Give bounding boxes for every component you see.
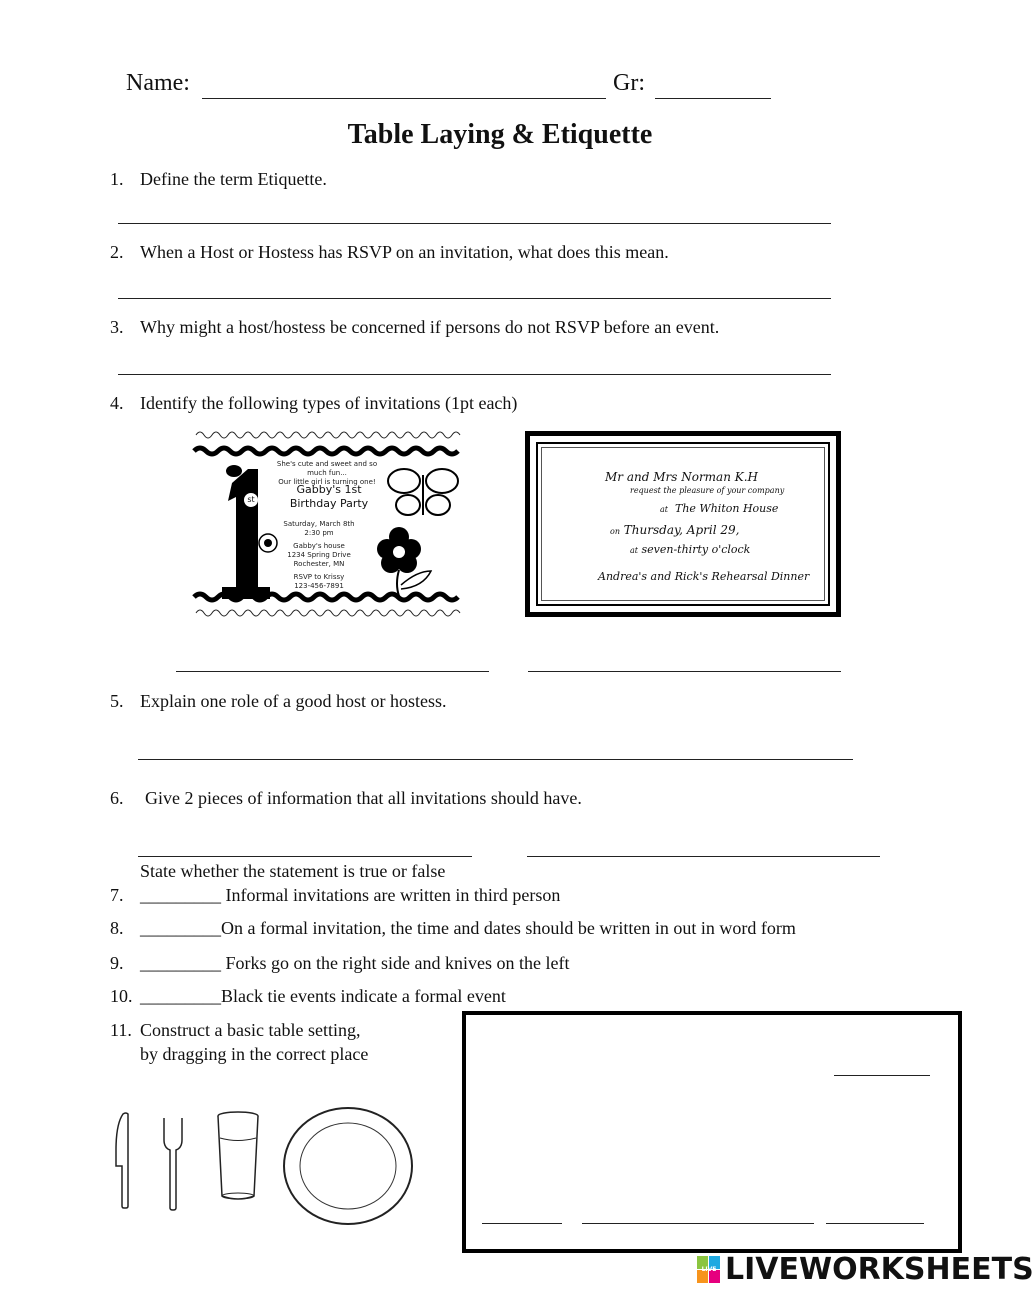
drop-slot-center[interactable]: [582, 1223, 814, 1224]
question-9-statement: _________ Forks go on the right side and knives on the left: [140, 953, 570, 973]
invitation-1-answer[interactable]: [176, 671, 489, 672]
name-label: Name:: [126, 70, 190, 96]
liveworksheets-logo-icon: LIVE: [697, 1256, 721, 1284]
formal-invitation-request: request the pleasure of your company: [630, 486, 785, 495]
fork-icon[interactable]: [160, 1116, 186, 1212]
formal-invitation-image: [525, 431, 841, 617]
question-8-blank[interactable]: _________: [140, 918, 221, 938]
plate-icon[interactable]: [280, 1104, 416, 1228]
drop-slot-top-right[interactable]: [834, 1075, 930, 1076]
question-7-blank[interactable]: _________: [140, 885, 221, 905]
true-false-instructions: State whether the statement is true or false: [140, 861, 446, 881]
formal-invitation-host: Mr and Mrs Norman K.H: [605, 470, 758, 484]
question-number: 10.: [110, 986, 133, 1006]
question-5-text: Explain one role of a good host or hostess.: [140, 691, 447, 711]
question-2-answer[interactable]: [118, 298, 831, 299]
question-2-text: When a Host or Hostess has RSVP on an invitation, what does this mean.: [140, 242, 669, 262]
question-number: 9.: [110, 953, 124, 973]
question-3-text: Why might a host/hostess be concerned if persons do not RSVP before an event.: [140, 317, 720, 337]
formal-invitation-event: Andrea's and Rick's Rehearsal Dinner: [598, 570, 810, 583]
numeral-badge: st: [244, 493, 258, 507]
question-number: 7.: [110, 885, 124, 905]
drop-slot-right[interactable]: [826, 1223, 924, 1224]
name-answer-line[interactable]: [202, 98, 606, 99]
glass-icon[interactable]: [214, 1110, 262, 1204]
question-number: 11.: [110, 1020, 132, 1040]
question-number: 1.: [110, 169, 124, 189]
question-6-text: Give 2 pieces of information that all invitations should have.: [145, 788, 582, 808]
invitation-details: Saturday, March 8th 2:30 pm Gabby's house 1234 Spring Drive Rochester, MN RSVP to Krissy 123-456-7891: [283, 520, 355, 590]
question-8-statement: _________On a formal invitation, the time and dates should be written in out in word form: [140, 918, 796, 938]
formal-invitation-time: at seven-thirty o'clock: [630, 543, 751, 556]
question-9-blank[interactable]: _________: [140, 953, 221, 973]
knife-icon[interactable]: [112, 1110, 134, 1210]
liveworksheets-logo-text: LIVEWORKSHEETS: [725, 1252, 1034, 1287]
question-1-answer[interactable]: [118, 223, 831, 224]
question-10-blank[interactable]: _________: [140, 986, 221, 1006]
question-number: 5.: [110, 691, 124, 711]
question-number: 6.: [110, 788, 124, 808]
table-setting-drop-area[interactable]: [462, 1011, 962, 1253]
question-4-text: Identify the following types of invitations (1pt each): [140, 393, 518, 413]
invitation-text-intro: She's cute and sweet and so much fun... Our little girl is turning one!: [276, 460, 378, 486]
question-3-answer[interactable]: [118, 374, 831, 375]
question-6-answer-2[interactable]: [527, 856, 880, 857]
question-7-statement: _________ Informal invitations are written in third person: [140, 885, 561, 905]
question-number: 3.: [110, 317, 124, 337]
drop-slot-left[interactable]: [482, 1223, 562, 1224]
grade-answer-line[interactable]: [655, 98, 771, 99]
grade-label: Gr:: [613, 70, 645, 96]
question-number: 8.: [110, 918, 124, 938]
question-1-text: Define the term Etiquette.: [140, 169, 327, 189]
formal-invitation-date: on Thursday, April 29,: [610, 523, 740, 537]
invitation-2-answer[interactable]: [528, 671, 841, 672]
invitation-title: Gabby's 1st Birthday Party: [289, 483, 369, 510]
question-6-answer-1[interactable]: [138, 856, 472, 857]
question-10-statement: _________Black tie events indicate a formal event: [140, 986, 506, 1006]
question-11-text-line2: by dragging in the correct place: [140, 1044, 369, 1064]
informal-invitation-image: [192, 425, 462, 623]
question-5-answer[interactable]: [138, 759, 853, 760]
question-11-text-line1: Construct a basic table setting,: [140, 1020, 361, 1040]
question-number: 4.: [110, 393, 124, 413]
formal-invitation-venue: at The Whiton House: [660, 502, 779, 515]
question-number: 2.: [110, 242, 124, 262]
page-title: Table Laying & Etiquette: [347, 119, 653, 150]
